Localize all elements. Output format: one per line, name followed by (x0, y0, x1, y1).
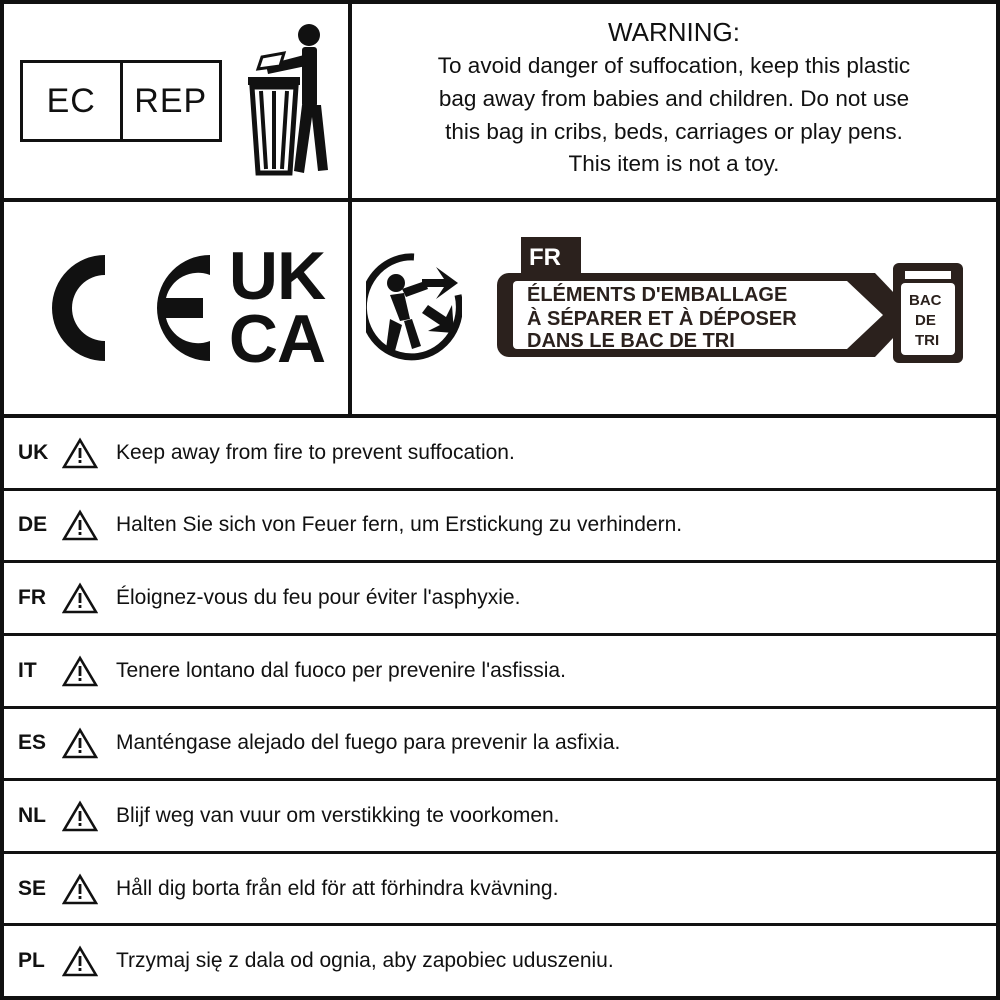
warning-triangle-icon (62, 582, 98, 614)
list-item (4, 418, 996, 491)
list-item (4, 709, 996, 782)
ukca-line-1: UK (228, 238, 326, 315)
do-not-litter-icon (236, 21, 332, 181)
bin-label-3: TRI (915, 332, 940, 349)
middle-block (4, 202, 996, 418)
language-rows (4, 418, 996, 996)
warning-line: this bag in cribs, beds, carriages or play pens. (445, 118, 903, 144)
lang-text: Tenere lontano dal fuoco per prevenire l'asfissia. (116, 658, 566, 682)
top-block (4, 4, 996, 202)
warning-triangle-icon (62, 727, 98, 759)
list-item (4, 491, 996, 564)
warning-triangle-icon (62, 873, 98, 905)
warning-triangle-icon (62, 800, 98, 832)
fr-banner-line-2: À SÉPARER ET À DÉPOSER (527, 308, 797, 330)
ukca-mark (228, 238, 326, 377)
lang-code: UK (18, 440, 49, 464)
triman-cell (352, 202, 996, 414)
fr-tag-label: FR (529, 244, 561, 271)
bin-label-1: BAC (909, 292, 942, 309)
ec-rep-right-label: REP (134, 81, 208, 120)
warning-triangle-icon (62, 509, 98, 541)
ukca-line-2: CA (228, 301, 326, 377)
warning-triangle-icon (62, 655, 98, 687)
lang-code: SE (18, 876, 47, 900)
warning-line: bag away from babies and children. Do not use (438, 85, 910, 111)
warning-line: This item is not a toy. (568, 151, 780, 177)
lang-code: IT (18, 658, 37, 682)
fr-banner-line-1: ÉLÉMENTS D'EMBALLAGE (527, 284, 788, 306)
fr-sorting-banner (472, 233, 988, 383)
lang-code: DE (18, 513, 48, 537)
lang-code: NL (18, 803, 46, 827)
list-item (4, 926, 996, 996)
bin-label-2: DE (915, 312, 936, 329)
lang-code: ES (18, 731, 47, 755)
fr-banner-line-3: DANS LE BAC DE TRI (527, 330, 735, 352)
list-item (4, 636, 996, 709)
warning-title: WARNING: (608, 17, 740, 48)
lang-text: Halten Sie sich von Feuer fern, um Erstickung zu verhindern. (116, 513, 683, 537)
triman-recycling-icon (366, 253, 462, 363)
lang-text: Håll dig borta från eld för att förhindra kvävning. (116, 876, 559, 900)
lang-code: PL (18, 949, 45, 973)
list-item (4, 563, 996, 636)
ce-mark-icon (35, 243, 225, 373)
lang-text: Blijf weg van vuur om verstikking te voorkomen. (116, 803, 560, 827)
list-item (4, 854, 996, 927)
warning-triangle-icon (62, 437, 98, 469)
ec-rep-left-label: EC (23, 63, 123, 139)
lang-code: FR (18, 586, 46, 610)
warning-cell (352, 4, 996, 198)
warning-line: To avoid danger of suffocation, keep this plastic (437, 53, 911, 79)
lang-text: Manténgase alejado del fuego para prevenir la asfixia. (116, 731, 621, 755)
list-item (4, 781, 996, 854)
ec-rep-cell (4, 4, 352, 198)
lang-text: Éloignez-vous du feu pour éviter l'asphyxie. (116, 586, 521, 610)
conformity-marks-cell (4, 202, 352, 414)
warning-body (438, 50, 910, 181)
warning-triangle-icon (62, 945, 98, 977)
lang-text: Trzymaj się z dala od ognia, aby zapobiec uduszeniu. (116, 949, 614, 973)
lang-text: Keep away from fire to prevent suffocation. (116, 440, 515, 464)
ec-rep-symbol (20, 60, 222, 142)
